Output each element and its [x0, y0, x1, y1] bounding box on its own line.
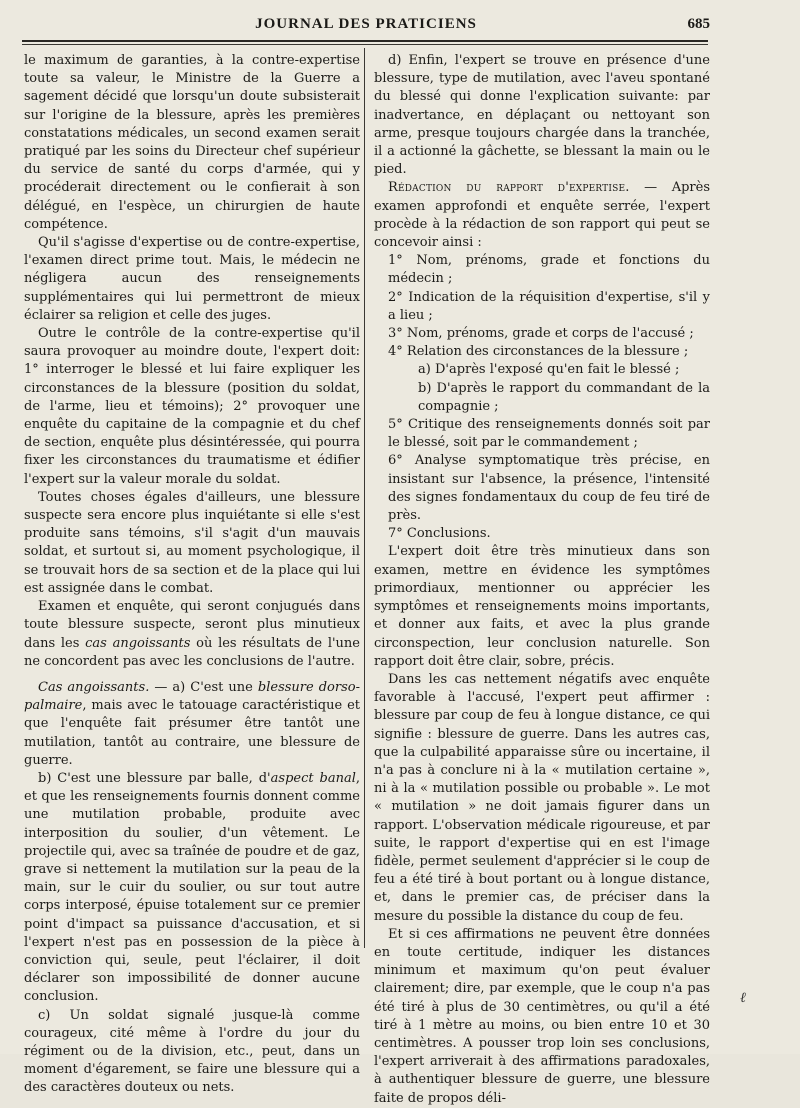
text-run: Examen et enquête, qui seront conjugués dans toute blessure suspecte, seront plus minutieux dans les — [24, 599, 360, 651]
list-item: 4° Relation des circonstances de la blessure ; — [388, 344, 689, 360]
list-item: 1° Nom, prénoms, grade et fonctions du médecin ; — [388, 253, 710, 287]
left-column — [24, 52, 360, 1098]
header-rule-thin — [22, 44, 708, 45]
right-column — [374, 52, 710, 1108]
italic-term: blessure dorso-palmaire — [24, 679, 360, 714]
paragraph: c) Un soldat signalé jusque-là comme courageux, cité même à l'ordre du jour du régiment ou de la division, etc., peut, dans un moment d'égarement, se faire une blessure qui a des caractères douteux ou nets. — [24, 1007, 360, 1096]
list-item: 2° Indication de la réquisition d'expertise, s'il y a lieu ; — [388, 289, 710, 323]
list-item: 7° Conclusions. — [388, 526, 491, 542]
paragraph — [24, 679, 360, 770]
page-number: 685 — [687, 16, 710, 32]
paragraph: d) Enfin, l'expert se trouve en présence d'une blessure, type de mutilation, avec l'aveu spontané du blessé qui donne l'explication suivante: par inadvertance, en déplaçant ou nettoyant son arme, presque toujours chargée dans la tranchée, il a actionné la gâchette, se blessant la main ou le pied. — [374, 53, 710, 178]
header-rule — [22, 40, 708, 42]
paragraph — [24, 598, 360, 671]
section-heading: Rédaction du rapport d'expertise. — [388, 180, 630, 196]
paragraph: Outre le contrôle de la contre-expertise qu'il saura provoquer au moindre doute, l'expert doit: 1° interroger le blessé et lui faire expliquer les circonstances de la blessure (position du soldat, de l'arme, lieu et témoins); 2° provoquer une enquête du capitaine de la compagnie et du chef de section, enquête plus désintéressée, qui pourra fixer les circonstances du traumatisme et édifier l'expert sur la valeur morale du soldat. — [24, 326, 360, 487]
section-heading: Cas angoissants. — [38, 679, 150, 695]
paragraph — [24, 770, 360, 1007]
paragraph: Et si ces affirmations ne peuvent être données en toute certitude, indiquer les distances minimum et maximum qu'on peut évaluer clairement; dire, par exemple, que le coup n'a pas été tiré à plus de 30 centimètres, ou qu'il a été tiré à 1 mètre au moins, ou bien entre 10 et 30 centimètres. A pousser trop loin ses conclusions, l'expert arriverait à des affirmations paradoxales, à authentiquer blessure de guerre, une blessure faite de propos déli- — [374, 926, 710, 1106]
text-run: où les résultats de l'une ne concordent pas avec les conclusions de l'autre. — [24, 635, 360, 669]
paragraph — [374, 179, 710, 252]
page-header — [22, 12, 710, 38]
sub-list-item: a) D'après l'exposé qu'en fait le blessé ; — [418, 362, 680, 378]
journal-title: JOURNAL DES PRATICIENS — [255, 16, 477, 32]
paragraph: le maximum de garanties, à la contre-expertise toute sa valeur, le Ministre de la Guerre a sagement décidé que lorsqu'un doute subsisterait sur l'origine de la blessure, après les premières constatations médicales, un second examen serait pratiqué par les soins du Directeur chef supérieur du service de santé du corps d'armée, qui y procéderait directement ou le confierait à son délégué, en l'espèce, un chirurgien de haute compétence. — [24, 53, 360, 232]
list-item: 6° Analyse symptomatique très précise, en insistant sur l'absence, la présence, l'intensité des signes fondamentaux du coup de feu tiré de près. — [388, 453, 710, 524]
paragraph: Toutes choses égales d'ailleurs, une blessure suspecte sera encore plus inquiétante si elle s'est produite sans témoins, s'il s'agit d'un mauvais soldat, et surtout si, au moment psychologique, il se trouvait hors de sa section et de la place qui lui est assignée dans le combat. — [24, 489, 360, 596]
text-run: , mais avec le tatouage caractéristique et que l'enquête fait présumer être tantôt une mutilation, tantôt au contraire, une blessure de guerre. — [24, 698, 360, 768]
paragraph: Dans les cas nettement négatifs avec enquête favorable à l'accusé, l'expert peut affirmer : blessure par coup de feu à longue distance, ce qui signifie : blessure de guerre. Dans les autres cas, que la culpabilité apparaisse sûre ou incertaine, il n'a pas à conclure ni à la « mutilation certaine », ni à la « mutilation possible ou probable ». Le mot « mutilation » ne doit jamais figurer dans un rapport. L'observation médicale rigoureuse, et par suite, le rapport d'expertise qui en est l'image fidèle, permet seulement d'apprécier si le coup de feu a été tiré à bout portant ou à longue distance, et, dans le premier cas, de préciser dans la mesure du possible la distance du coup de feu. — [374, 671, 710, 924]
paragraph: Qu'il s'agisse d'expertise ou de contre-expertise, l'examen direct prime tout. Mais, le médecin ne négligera aucun des renseignements supplémentaires qui lui permettront de mieux éclairer sa religion et celle des juges. — [24, 235, 360, 323]
list-item: 3° Nom, prénoms, grade et corps de l'accusé ; — [388, 326, 694, 342]
text-run: , et que les renseignements fournis donnent comme une mutilation probable, produite avec interposition du soulier, d'un vêtement. Le projectile qui, avec sa traînée de poudre et de gaz, grave si nettement la mutilation sur la peau de la main, sur le cuir du soulier, ou sur tout autre corps interposé, épuise totalement sur ce premier point d'impact sa puissance d'accusation, et si l'expert n'est pas en possession de la pièce à conviction qui, seule, peut l'éclairer, il doit déclarer son impossibilité de donner aucune conclusion. — [24, 770, 360, 1005]
paragraph: L'expert doit être très minutieux dans son examen, mettre en évidence les symptômes primordiaux, mentionner ou apprécier les symptômes et renseignements moins importants, et donner aux faits, et avec la plus grande circonspection, leur conclusion naturelle. Son rapport doit être clair, sobre, précis. — [374, 544, 710, 669]
text-run: b) C'est une blessure par balle, d' — [38, 770, 271, 786]
text-run: — a) C'est une — [149, 679, 258, 695]
italic-term: cas angoissants — [85, 635, 191, 651]
list-item: 5° Critique des renseignements donnés soit par le blessé, soit par le commandement ; — [388, 417, 710, 451]
column-divider — [364, 48, 365, 948]
italic-term: aspect banal — [270, 770, 356, 786]
sub-list-item: b) D'après le rapport du commandant de la compagnie ; — [418, 380, 710, 414]
text-run: — Après examen approfondi et enquête serrée, l'expert procède à la rédaction de son rapport qui peut se concevoir ainsi : — [374, 180, 710, 251]
stray-mark: ℓ — [740, 990, 746, 1006]
